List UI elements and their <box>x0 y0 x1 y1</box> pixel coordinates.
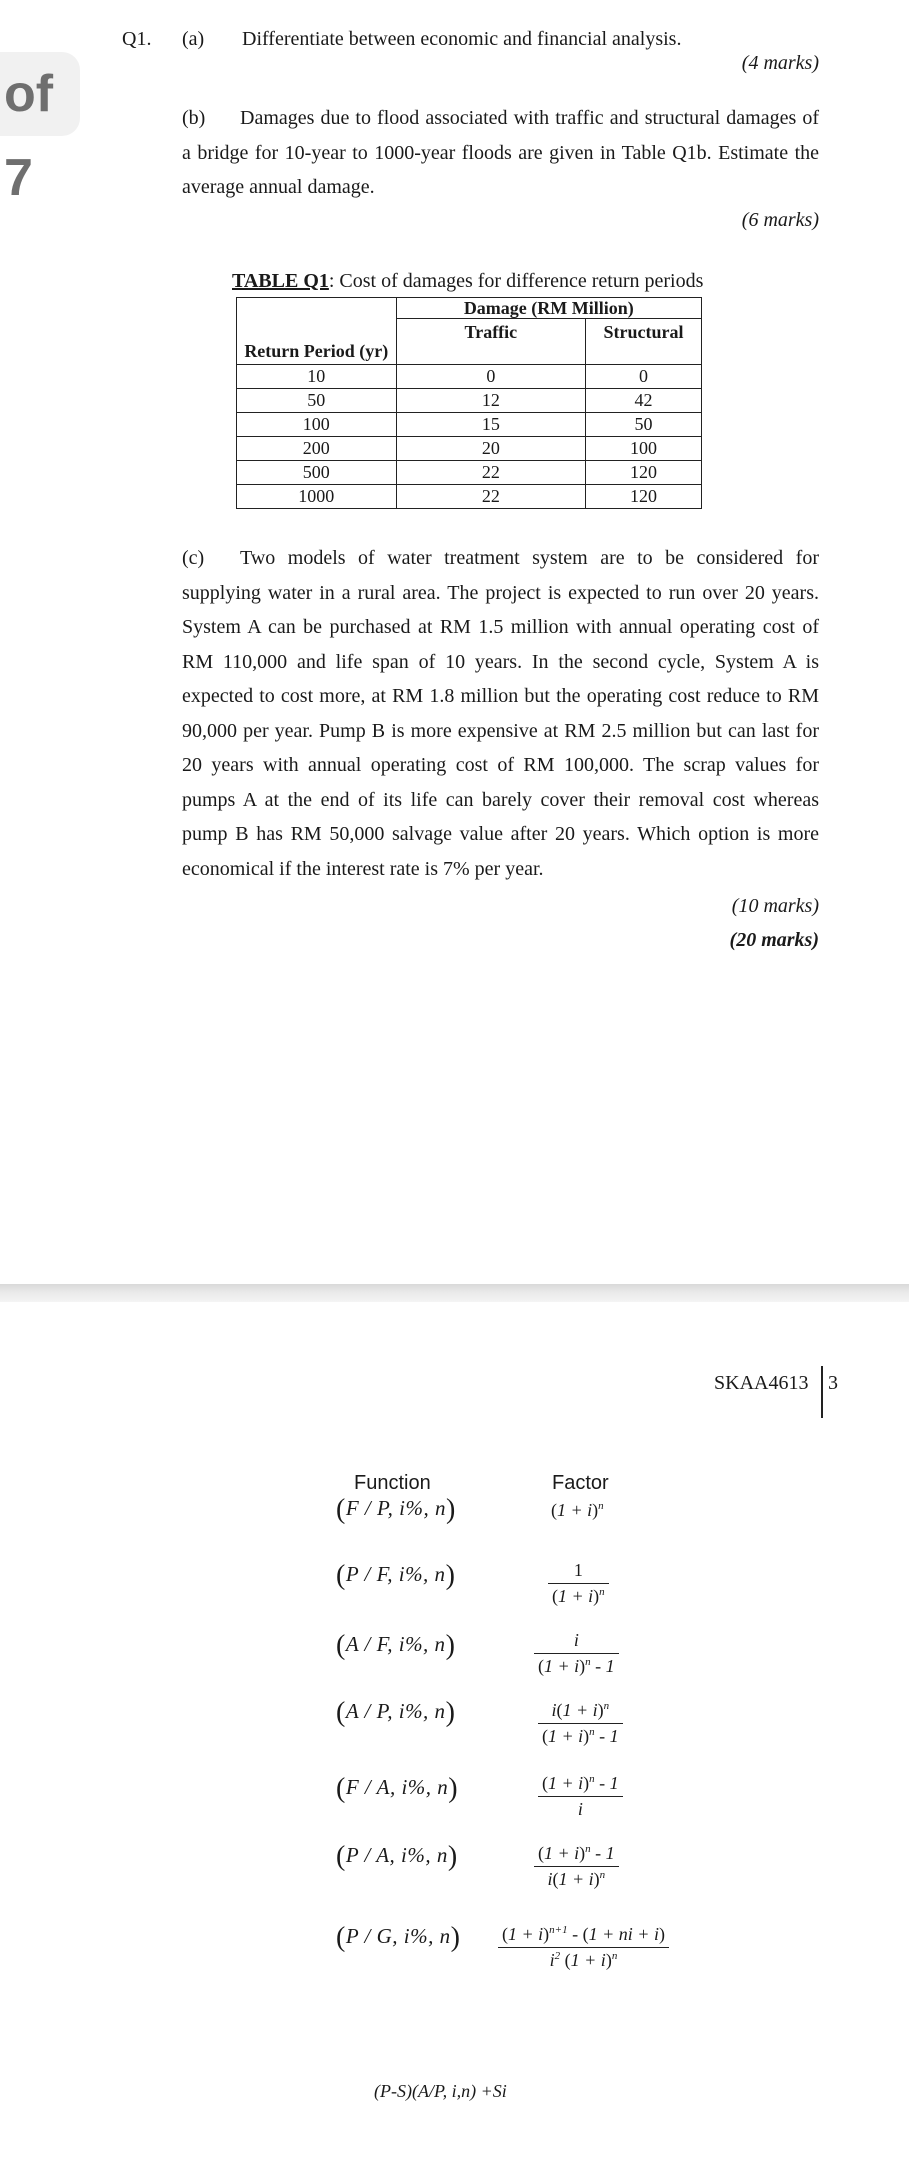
table-cell-structural: 42 <box>586 389 702 413</box>
part-a-label: (a) <box>182 28 205 50</box>
table-cell-structural: 50 <box>586 413 702 437</box>
part-a-marks: (4 marks) <box>741 52 819 74</box>
capital-recovery-formula: (P-S)(A/P, i,n) +Si <box>374 2081 507 2101</box>
table-row <box>237 365 702 389</box>
table-cell-traffic: 0 <box>396 365 586 389</box>
part-b-text: Damages due to flood associated with traffic and structural damages of a bridge for 10-year to 1000-year floods are given in Table Q1b. Estimate the average annual damage. <box>182 107 819 198</box>
factor-f-given-a: $\frac{(1 + i)^n - 1}{i}$ <box>538 1773 623 1820</box>
part-a-text: Differentiate between economic and financial analysis. <box>242 28 682 50</box>
factor-a-given-f: $\frac{i}{(1 + i)^n - 1}$ <box>534 1630 619 1677</box>
table-cell-structural: 120 <box>586 461 702 485</box>
damage-table <box>236 297 702 509</box>
table-cell-period: 100 <box>237 413 397 437</box>
part-b-label: (b) <box>182 107 206 129</box>
function-a-given-f: (A / F, i%, n) <box>336 1630 456 1661</box>
table-row <box>237 437 702 461</box>
header-structural: Structural <box>586 319 702 365</box>
function-p-given-a: (P / A, i%, n) <box>336 1841 458 1872</box>
header-traffic: Traffic <box>396 319 586 365</box>
course-code: SKAA4613 <box>714 1372 809 1394</box>
factor-p-given-f: $\frac{1}{(1 + i)^n}$ <box>548 1560 609 1607</box>
table-row <box>237 413 702 437</box>
table-row <box>237 485 702 509</box>
table-row <box>237 461 702 485</box>
factor-header: Factor <box>552 1472 609 1494</box>
function-p-given-g: (P / G, i%, n) <box>336 1922 461 1953</box>
table-cell-period: 200 <box>237 437 397 461</box>
table-cell-period: 1000 <box>237 485 397 509</box>
part-c-paragraph <box>182 541 819 886</box>
function-a-given-p: (A / P, i%, n) <box>336 1697 456 1728</box>
table-row <box>237 389 702 413</box>
table-cell-structural: 0 <box>586 365 702 389</box>
table-cell-traffic: 15 <box>396 413 586 437</box>
function-p-given-f: (P / F, i%, n) <box>336 1560 456 1591</box>
table-cell-traffic: 20 <box>396 437 586 461</box>
table-cell-period: 50 <box>237 389 397 413</box>
header-damage-group: Damage (RM Million) <box>396 298 701 319</box>
function-f-given-p: (F / P, i%, n) <box>336 1494 456 1525</box>
factor-p-given-g: $\frac{(1 + i)^{n+1} - (1 + ni + i)}{i^2 (1 + i)^n}$ <box>498 1924 669 1971</box>
table-cell-structural: 120 <box>586 485 702 509</box>
table-cell-period: 10 <box>237 365 397 389</box>
part-b-marks: (6 marks) <box>741 209 819 231</box>
part-c-text: Two models of water treatment system are to be considered for supplying water in a rural area. The project is expected to run over 20 years. System A can be purchased at RM 1.5 million with annual operating cost of RM 110,000 and life span of 10 years. In the second cycle, System A is expected to cost more, at RM 1.8 million but the operating cost reduce to RM 90,000 per year. Pump B is more expensive at RM 2.5 million but can last for 20 years with annual operating cost of RM 100,000. The scrap values for pumps A at the end of its life can barely cover their removal cost whereas pump B has RM 50,000 salvage value after 20 years. Which option is more economical if the interest rate is 7% per year. <box>182 547 819 880</box>
page-indicator-badge: of 7 <box>0 52 80 136</box>
table-cell-traffic: 12 <box>396 389 586 413</box>
factor-p-given-a: $\frac{(1 + i)^n - 1}{i(1 + i)^n}$ <box>534 1843 619 1890</box>
table-cell-traffic: 22 <box>396 485 586 509</box>
function-f-given-a: (F / A, i%, n) <box>336 1773 459 1804</box>
question-number: Q1. <box>122 28 152 50</box>
part-c-label: (c) <box>182 547 205 569</box>
header-return-period: Return Period (yr) <box>237 298 397 365</box>
table-cell-traffic: 22 <box>396 461 586 485</box>
page-number-separator <box>821 1366 823 1418</box>
table-cell-period: 500 <box>237 461 397 485</box>
part-c-marks: (10 marks) <box>731 895 819 917</box>
part-b-paragraph <box>182 101 819 205</box>
table-title-label: TABLE Q1 <box>232 270 329 292</box>
function-header: Function <box>354 1472 431 1494</box>
table-title-text: : Cost of damages for difference return periods <box>328 270 704 292</box>
factor-a-given-p: $\frac{i(1 + i)^n}{(1 + i)^n - 1}$ <box>538 1700 623 1747</box>
table-cell-structural: 100 <box>586 437 702 461</box>
total-marks: (20 marks) <box>729 929 819 951</box>
table-title <box>232 270 703 293</box>
page-divider <box>0 1284 909 1302</box>
factor-f-given-p: $(1 + i)^n$ <box>551 1500 604 1520</box>
page-number: 3 <box>828 1372 838 1394</box>
